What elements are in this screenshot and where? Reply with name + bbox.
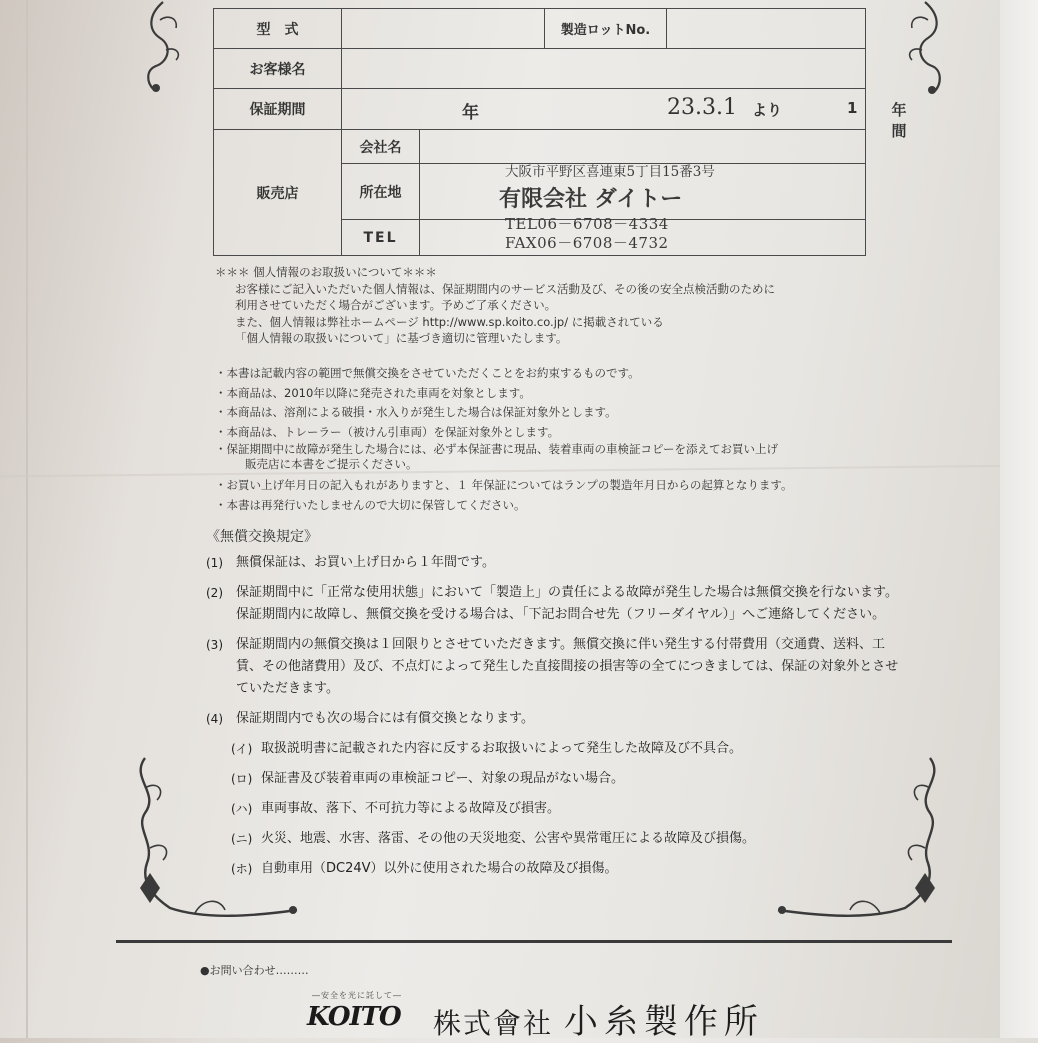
seller-stamp — [499, 160, 715, 253]
lot-label: 製造ロットNo. — [545, 9, 667, 49]
address-label: 所在地 — [342, 164, 420, 220]
logo-slogan: ―安全を光に託して― — [312, 991, 402, 1000]
rule-item — [206, 708, 906, 730]
footer-divider — [116, 940, 952, 943]
company-prefix: 株式會社 — [433, 1007, 554, 1040]
lot-field[interactable] — [667, 9, 866, 49]
seller-tel: TEL06－6708－4334 — [505, 215, 669, 233]
privacy-heading: ＊＊＊ 個人情報のお取扱いについて＊＊＊ — [215, 265, 437, 279]
rule-text: 保証期間中に「正常な使用状態」において「製造上」の責任による故障が発生した場合は無償交換を行ないます。保証期間内に故障し、無償交換を受ける場合は、「下記お問合せ先（フリーダイヤル）」へご連絡してください。 — [236, 585, 898, 622]
privacy-line: また、個人情報は弊社ホームページ http://www.sp.koito.co.jp/ に掲載されている — [235, 314, 664, 329]
rule-number: (3) — [206, 638, 223, 652]
note-item: ・本書は記載内容の範囲で無償交換をさせていただくことをお約束するものです。 — [215, 366, 640, 380]
company-main-name: 小糸製作所 — [563, 1002, 764, 1042]
rule-text: 保証期間内でも次の場合には有償交換となります。 — [236, 711, 534, 726]
model-field[interactable] — [342, 9, 545, 49]
seller-company: 有限会社 ダイトー — [499, 186, 683, 212]
rule-number: (4) — [206, 712, 223, 726]
period-unit: 年 間 — [891, 101, 922, 140]
period-count: 1 — [847, 99, 858, 117]
paper-fold-vertical — [26, 0, 28, 1038]
customer-label: お客様名 — [214, 49, 342, 89]
model-label: 型 式 — [214, 9, 342, 49]
company-label: 会社名 — [342, 130, 420, 164]
company-name — [433, 994, 764, 1043]
company-field[interactable] — [420, 130, 866, 164]
customer-field[interactable] — [342, 49, 866, 89]
period-from: より — [752, 101, 783, 119]
sub-rule-text: 車両事故、落下、不可抗力等による故障及び損害。 — [261, 801, 561, 816]
privacy-notice — [215, 264, 895, 347]
sub-rule-item — [206, 798, 906, 820]
rule-text: 無償保証は、お買い上げ日から１年間です。 — [236, 555, 495, 570]
privacy-line: 「個人情報の取扱いについて」に基づき適切に管理いたします。 — [235, 331, 568, 345]
sub-rule-text: 保証書及び装着車両の車検証コピー、対象の現品がない場合。 — [261, 771, 624, 786]
ornament-top-left — [138, 0, 188, 95]
rules-list — [206, 552, 906, 888]
privacy-line: お客様にご記入いただいた個人情報は、保証期間内のサービス活動及び、その後の安全点検活動のために — [235, 281, 776, 296]
dealer-label: 販売店 — [214, 130, 342, 256]
period-handwritten-date: 23.3.1 — [667, 95, 737, 120]
note-item: ・本商品は、溶剤による破損・水入りが発生した場合は保証対象外とします。 — [215, 405, 617, 419]
sub-rule-item — [206, 858, 906, 880]
period-field[interactable] — [342, 89, 922, 140]
note-item — [215, 442, 905, 472]
sub-rule-text: 取扱説明書に記載された内容に反するお取扱いによって発生した故障及び不具合。 — [261, 741, 743, 756]
sub-rule-number: (イ) — [231, 742, 253, 756]
sub-rule-item — [206, 768, 906, 790]
period-label: 保証期間 — [214, 89, 342, 130]
sub-rule-text: 自動車用（DC24V）以外に使用された場合の故障及び損傷。 — [261, 861, 618, 876]
sub-rule-item — [206, 738, 906, 760]
period-year-char: 年 — [462, 103, 479, 123]
sub-rule-number: (ロ) — [231, 772, 253, 786]
seller-fax: FAX06－6708－4732 — [505, 234, 669, 252]
sub-rule-text: 火災、地震、水害、落雷、その他の天災地変、公害や異常電圧による故障及び損傷。 — [261, 831, 756, 846]
rule-text: 保証期間内の無償交換は１回限りとさせていただきます。無償交換に伴い発生する付帯費用（交通費、送料、工賃、その他諸費用）及び、不点灯によって発生した直接間接の損害等の全てにつきましては、保証の対象外とさせていただきます。 — [236, 637, 899, 696]
sub-rule-number: (ニ) — [231, 832, 253, 846]
ornament-top-right — [900, 0, 950, 100]
contact-heading: ●お問い合わせ……… — [200, 964, 309, 977]
seller-address: 大阪市平野区喜連東5丁目15番3号 — [505, 164, 715, 180]
rule-number: (2) — [206, 586, 223, 600]
sub-rule-number: (ハ) — [231, 802, 253, 816]
note-item: ・本商品は、2010年以降に発売された車両を対象とします。 — [215, 385, 531, 400]
privacy-line: 利用させていただく場合がございます。予めご了承ください。 — [235, 298, 557, 312]
notes-list — [215, 364, 905, 515]
rule-item — [206, 634, 906, 700]
rule-number: (1) — [206, 556, 223, 570]
sub-rule-number: (ホ) — [231, 862, 253, 876]
tel-label: TEL — [342, 220, 420, 256]
rule-item — [206, 552, 906, 574]
paper-background-edge — [1000, 0, 1038, 1038]
note-item: ・お買い上げ年月日の記入もれがありますと、１ 年保証についてはランプの製造年月日からの起算となります。 — [215, 478, 793, 492]
rules-title: 《無償交換規定》 — [206, 529, 318, 545]
rule-item — [206, 582, 906, 626]
note-item: ・本書は再発行いたしませんので大切に保管してください。 — [215, 497, 526, 512]
sub-rule-item — [206, 828, 906, 850]
koito-logo: KOITO — [307, 1002, 401, 1032]
note-item-line: ・保証期間中に故障が発生した場合には、必ず本保証書に現品、装着車両の車検証コピーを添えてお買い上げ — [215, 442, 779, 456]
note-item-line: 販売店に本書をご提示ください。 — [245, 457, 418, 471]
note-item: ・本商品は、トレーラー（被けん引車両）を保証対象外とします。 — [215, 424, 560, 439]
